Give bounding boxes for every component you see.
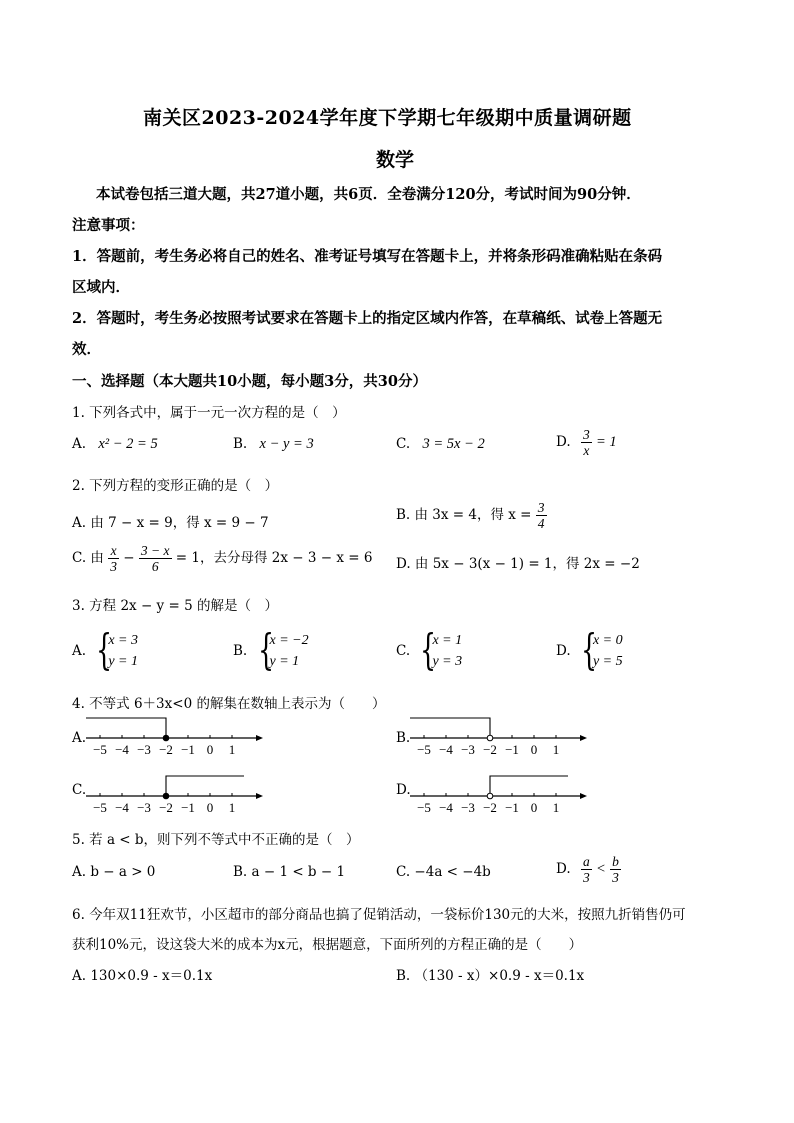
- q5-option-d: D. $\frac{a}{3}$ < $\frac{b}{3}$: [556, 854, 619, 885]
- option-text: 3 = 5x − 2: [422, 436, 485, 452]
- section-1-heading: 一、选择题（本大题共10小题，每小题3分，共30分）: [72, 373, 427, 390]
- tick-label: 0: [206, 800, 214, 815]
- q2-option-c: C. 由 $\frac{x}{3}$ − $\frac{3 - x}{6}$ = 1，去分母得 2x − 3 − x = 6: [72, 543, 373, 574]
- equation-system: { x = 1 y = 3: [420, 625, 463, 674]
- tick-label: 1: [228, 800, 236, 815]
- q1-option-b: [233, 436, 314, 453]
- q4-option-a-label: A.: [72, 730, 87, 746]
- tick-label: −1: [181, 742, 195, 757]
- closed-point: [163, 793, 169, 799]
- q5-option-a: A. b − a > 0: [72, 864, 156, 880]
- page-title: 南关区2023-2024学年度下学期七年级期中质量调研题: [143, 107, 632, 129]
- tick-label: −3: [137, 742, 151, 757]
- q5-option-b: B. a − 1 < b − 1: [233, 864, 346, 880]
- solution-ray: [410, 718, 490, 738]
- brace-icon: {: [420, 625, 437, 674]
- fraction: $\frac{a}{3}$: [582, 854, 590, 885]
- closed-point: [163, 735, 169, 741]
- exam-intro: 本试卷包括三道大题，共27道小题，共6页．全卷满分120分，考试时间为90分钟．: [96, 186, 641, 203]
- q6-option-a: A. 130×0.9 - x＝0.1x: [72, 968, 213, 984]
- q2-option-a: A. 由 7 − x = 9，得 x = 9 − 7: [72, 515, 269, 531]
- option-text: x² − 2 = 5: [98, 436, 158, 452]
- q5-stem: 5. 若 a < b，则下列不等式中不正确的是（ ）: [72, 832, 360, 848]
- tick-label: 1: [552, 742, 560, 757]
- tick-label: −2: [483, 800, 497, 815]
- open-point: [487, 735, 493, 741]
- q4-option-c-label: C.: [72, 782, 87, 798]
- note-2-line-2: 效．: [72, 341, 101, 358]
- option-label: D.: [556, 434, 571, 450]
- axis-arrow-icon: [580, 735, 587, 741]
- q3-option-c: C. { x = 1 y = 3: [396, 625, 463, 674]
- tick-label: −5: [93, 800, 107, 815]
- equation-system: { x = 0 y = 5: [580, 625, 623, 674]
- axis-arrow-icon: [256, 793, 263, 799]
- tick-label: −1: [181, 800, 195, 815]
- tick-label: −3: [461, 742, 475, 757]
- tick-label: −2: [159, 800, 173, 815]
- tick-label: 0: [206, 742, 214, 757]
- q1-stem: 1. 下列各式中，属于一元一次方程的是（ ）: [72, 405, 346, 421]
- note-1-line-1: 1．答题前，考生务必将自己的姓名、准考证号填写在答题卡上，并将条形码准确粘贴在条码: [72, 248, 663, 265]
- q1-option-d: D. $\frac{3}{x}$ = 1: [556, 427, 617, 458]
- tick-label: −2: [483, 742, 497, 757]
- tick-label: −5: [417, 742, 431, 757]
- q6-option-b: B. （130 - x）×0.9 - x＝0.1x: [396, 968, 585, 984]
- tick-label: −3: [461, 800, 475, 815]
- brace-icon: {: [96, 625, 113, 674]
- tick-label: −4: [439, 742, 453, 757]
- tick-label: −4: [439, 800, 453, 815]
- brace-icon: {: [257, 625, 274, 674]
- tick-label: −3: [137, 800, 151, 815]
- fraction: $\frac{b}{3}$: [612, 854, 619, 885]
- tick-label: −1: [505, 742, 519, 757]
- q3-option-b: B. { x = −2 y = 1: [233, 625, 309, 674]
- fraction: $\frac{3}{x}$: [582, 427, 590, 458]
- q2-option-d: D. 由 5x − 3(x − 1) = 1，得 2x = −2: [396, 556, 640, 572]
- fraction: $\frac{3 - x}{6}$: [140, 543, 170, 574]
- tick-label: 0: [530, 742, 538, 757]
- q6-line-1: 6. 今年双11狂欢节，小区超市的部分商品也搞了促销活动，一袋标价130元的大米，按照九折销售仍可: [72, 907, 686, 923]
- tick-label: −2: [159, 742, 173, 757]
- q4-option-b-label: B.: [396, 730, 411, 746]
- q2-stem: 2. 下列方程的变形正确的是（ ）: [72, 478, 279, 494]
- tick-label: 0: [530, 800, 538, 815]
- q4-option-d-label: D.: [396, 782, 411, 798]
- option-label: B.: [233, 436, 248, 452]
- q3-option-a: A. { x = 3 y = 1: [72, 625, 139, 674]
- note-2-line-1: 2．答题时，考生务必按照考试要求在答题卡上的指定区域内作答，在草稿纸、试卷上答题无: [72, 310, 663, 327]
- fraction: $\frac{3}{4}$: [537, 500, 545, 531]
- number-line-a: [86, 712, 266, 762]
- q3-stem: 3. 方程 2x − y = 5 的解是（ ）: [72, 598, 278, 614]
- q6-line-2: 获利10%元，设这袋大米的成本为x元，根据题意，下面所列的方程正确的是（ ）: [72, 937, 583, 953]
- fraction: $\frac{x}{3}$: [110, 543, 117, 574]
- q2-option-b: B. 由 3x = 4，得 x = $\frac{3}{4}$: [396, 500, 545, 531]
- tick-label: −1: [505, 800, 519, 815]
- tick-label: −4: [115, 800, 129, 815]
- q5-option-c: C. −4a < −4b: [396, 864, 491, 880]
- q4-stem: 4. 不等式 6＋3x<0 的解集在数轴上表示为（ ）: [72, 696, 386, 712]
- tick-label: −5: [93, 742, 107, 757]
- tick-label: 1: [552, 800, 560, 815]
- tick-label: 1: [228, 742, 236, 757]
- q1-option-a: [72, 436, 158, 453]
- option-label: C.: [396, 436, 411, 452]
- number-line-c: [86, 770, 266, 820]
- open-point: [487, 793, 493, 799]
- axis-arrow-icon: [580, 793, 587, 799]
- brace-icon: {: [580, 625, 597, 674]
- tick-label: −4: [115, 742, 129, 757]
- solution-ray: [86, 718, 166, 738]
- subject-title: 数学: [376, 149, 415, 171]
- equation-system: { x = 3 y = 1: [96, 625, 139, 674]
- q3-option-d: D. { x = 0 y = 5: [556, 625, 623, 674]
- note-1-line-2: 区域内．: [72, 279, 130, 296]
- number-line-d: [410, 770, 590, 820]
- tick-label: −5: [417, 800, 431, 815]
- equation-system: { x = −2 y = 1: [257, 625, 309, 674]
- option-label: A.: [72, 436, 87, 452]
- option-text: x − y = 3: [259, 436, 314, 452]
- q1-option-c: [396, 436, 485, 453]
- notes-heading: 注意事项：: [72, 217, 145, 234]
- number-line-b: [410, 712, 590, 762]
- axis-arrow-icon: [256, 735, 263, 741]
